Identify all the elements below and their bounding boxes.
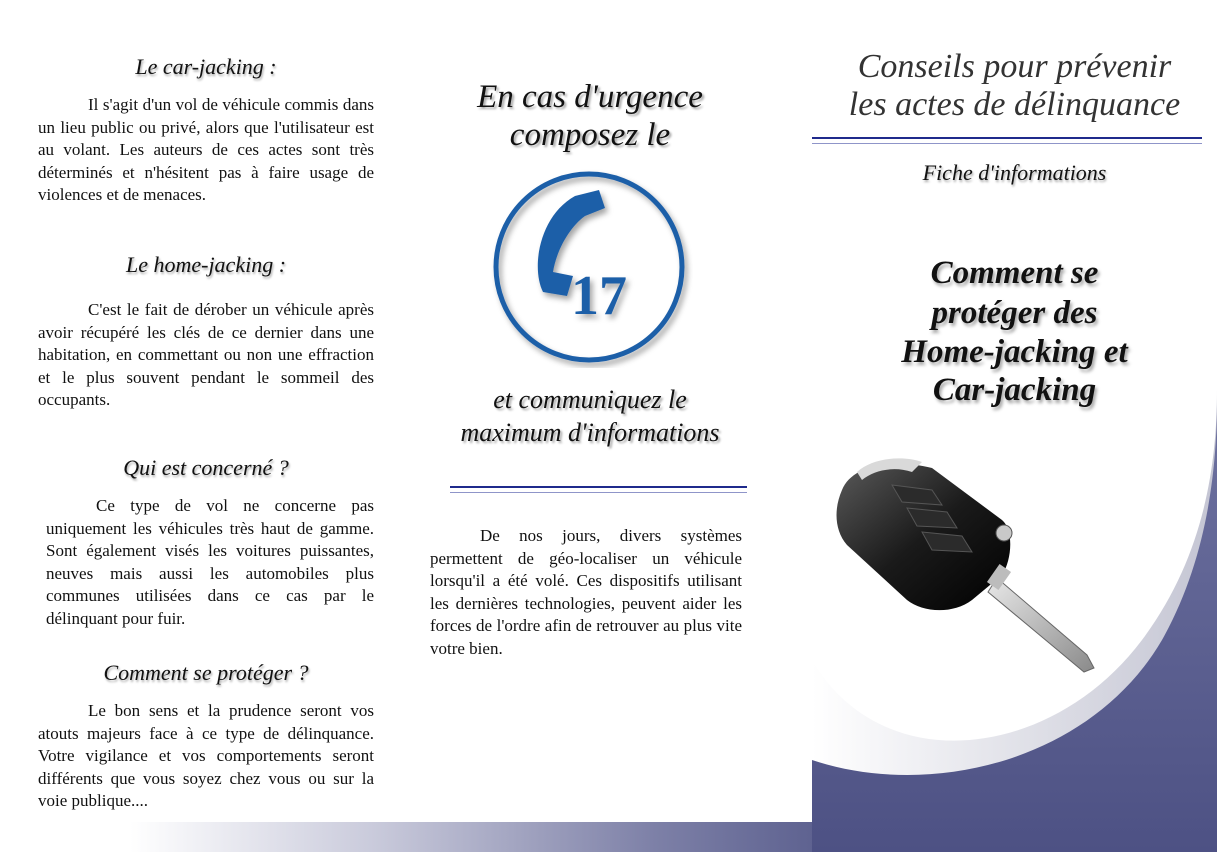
main-title-line-3: Home-jacking et <box>901 334 1128 370</box>
paragraph-car-jacking: Il s'agit d'un vol de véhicule commis dans un lieu public ou privé, alors que l'utilisateur est au volant. Les auteurs de ces actes sont très déterminés et n'hésitent pas à faire usage de violences et de menaces. <box>38 95 374 204</box>
urgence-line-2: composez le <box>509 117 671 153</box>
heading-home-jacking: Le home-jacking : <box>125 252 287 277</box>
heading-car-jacking: Le car-jacking : <box>135 54 277 79</box>
paragraph-comment-se-proteger: Le bon sens et la prudence seront vos atouts majeurs face à ce type de délinquance. Votre vigilance et vos comportements seront différents que vous soyez chez vous ou sur la voie publique.... <box>38 701 374 810</box>
paragraph-geolocalisation: De nos jours, divers systèmes permettent de géo-localiser un véhicule lorsqu'il a été volé. Ces dispositifs utilisant les dernières technologies, peuvent aider les forces de l'ordre afin de retrouver au plus vite votre bien. <box>430 526 742 658</box>
paragraph-qui-est-concerne: Ce type de vol ne concerne pas uniquement les véhicules très haut de gamme. Sont également visés les voitures puissantes, neuves mais aussi les automobiles plus communes utilisées dans ce cas par le délinquant pour fuir. <box>46 496 374 628</box>
car-key-icon <box>822 450 1122 690</box>
heading-comment-se-proteger: Comment se protéger ? <box>103 660 309 685</box>
phone-number: 17 <box>571 265 627 327</box>
main-title-line-4: Car-jacking <box>932 372 1097 408</box>
paragraph-home-jacking: C'est le fait de dérober un véhicule après avoir récupéré les clés de ce dernier dans une habitation, en commettant ou non une effraction et le plus souvent pendant le sommeil des occupants. <box>38 300 374 409</box>
right-title-line-1: Conseils pour prévenir <box>857 48 1172 85</box>
urgence-line-1: En cas d'urgence <box>477 79 703 115</box>
main-title-line-1: Comment se <box>930 255 1099 291</box>
bottom-gradient-bar <box>130 822 830 852</box>
swoosh-background <box>812 0 1217 852</box>
right-divider <box>812 137 1202 144</box>
phone-17-emblem <box>487 168 693 368</box>
middle-divider <box>450 486 747 493</box>
phone-icon <box>487 168 693 368</box>
right-panel <box>812 0 1217 852</box>
heading-qui-est-concerne: Qui est concerné ? <box>123 455 289 480</box>
right-title-line-2: les actes de délinquance <box>848 86 1181 123</box>
comm-line-1: et communiquez le <box>493 385 687 414</box>
comm-line-2: maximum d'informations <box>460 418 720 447</box>
main-title-line-2: protéger des <box>931 295 1098 331</box>
fiche-label: Fiche d'informations <box>922 160 1107 185</box>
